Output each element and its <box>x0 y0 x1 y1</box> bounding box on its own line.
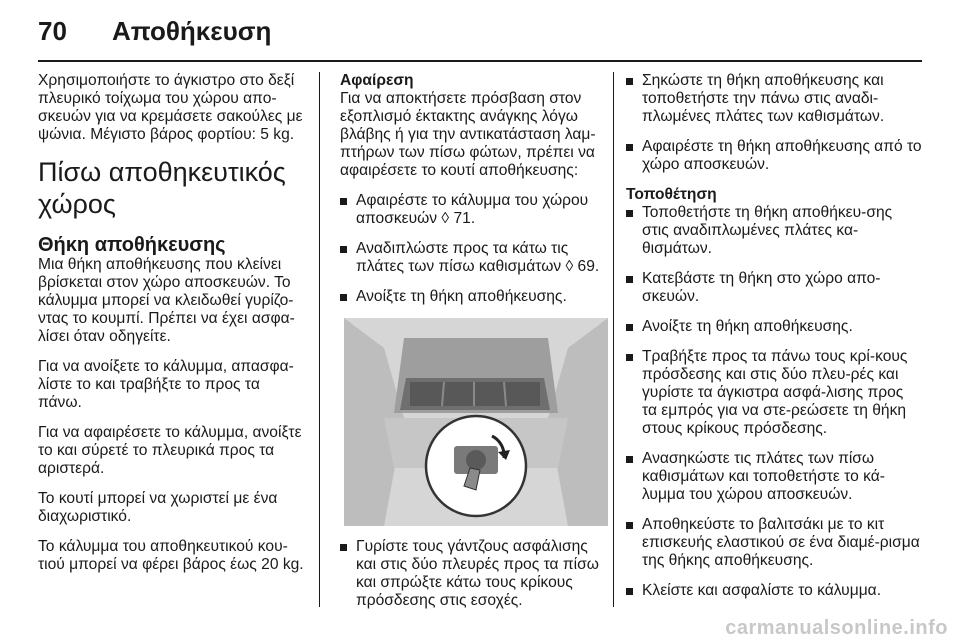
list-item-text: Γυρίστε τους γάντζους ασφάλισης και στις δύο πλευρές προς τα πίσω και σπρώξτε κάτω τους κρίκους πρόσδεσης στις εσοχές. <box>356 538 599 609</box>
section-title: Αποθήκευση <box>112 16 272 46</box>
column-divider-left <box>319 72 320 607</box>
list-item <box>626 450 922 504</box>
bullet-icon <box>626 210 633 217</box>
list-item <box>340 192 604 228</box>
bullet-icon <box>626 588 633 595</box>
list-item-text: Τραβήξτε προς τα πάνω τους κρί-κους πρόσδεσης και στις δύο πλευ-ρές και γυρίστε τα άγκιστρα ασφά-λισης προς τα εμπρός για να στε-ρεώσετε τη θήκη στους κρίκους πρόσδεσης. <box>642 348 908 437</box>
trunk-illustration-svg <box>344 318 608 526</box>
storage-box-heading: Θήκη αποθήκευσης <box>38 234 226 256</box>
bullet-icon <box>626 324 633 331</box>
list-item <box>340 538 604 610</box>
column-1 <box>38 72 306 586</box>
list-item-text: Ανοίξτε τη θήκη αποθήκευσης. <box>642 318 853 335</box>
removal-intro: Για να αποκτήσετε πρόσβαση στον εξοπλισμό έκτακτης ανάγκης λόγω βλάβης ή για την αντικατάσταση λαμ-πτήρων των πίσω φώτων, πρέπει να αφαιρέσετε το κουτί αποθήκευσης: <box>340 90 596 179</box>
removal-heading: Αφαίρεση <box>340 72 414 89</box>
installation-heading: Τοποθέτηση <box>626 186 717 203</box>
list-item-text: Ανασηκώστε τις πλάτες των πίσω καθισμάτων και τοποθετήστε το κά-λυμμα του χώρου αποσκευών. <box>642 450 885 503</box>
list-item <box>340 240 604 276</box>
page-number: 70 <box>38 16 67 46</box>
list-item <box>626 270 922 306</box>
list-item <box>626 72 922 126</box>
header-rule <box>38 60 922 62</box>
watermark: carmanualsonline.info <box>725 617 948 639</box>
bullet-icon <box>340 198 347 205</box>
storage-box-illustration <box>344 318 608 526</box>
list-item-text: Σηκώστε τη θήκη αποθήκευσης και τοποθετήστε την πάνω στις αναδι-πλωμένες πλάτες των καθισμάτων. <box>642 72 885 125</box>
list-item-text: Αναδιπλώστε προς τα κάτω τις πλάτες των πίσω καθισμάτων ◊ 69. <box>356 240 600 275</box>
list-item-text: Ανοίξτε τη θήκη αποθήκευσης. <box>356 288 567 305</box>
list-item <box>626 204 922 258</box>
section-heading: Πίσω αποθηκευτικός χώρος <box>38 157 286 219</box>
column-2 <box>340 72 604 622</box>
paragraph: Για να αφαιρέσετε το κάλυμμα, ανοίξτε το και σύρετέ το πλευρικά προς τα αριστερά. <box>38 424 302 477</box>
list-item-text: Αφαιρέστε το κάλυμμα του χώρου αποσκευών ◊ 71. <box>356 192 589 227</box>
bullet-icon <box>626 522 633 529</box>
paragraph: Μια θήκη αποθήκευσης που κλείνει βρίσκεται στον χώρο αποσκευών. Το κάλυμμα μπορεί να κλειδωθεί γυρίζο-ντας το κουμπί. Πρέπει να έχει ασφα-λίσει όταν οδηγείτε. <box>38 256 295 345</box>
bullet-icon <box>626 78 633 85</box>
bullet-icon <box>340 294 347 301</box>
list-item-text: Τοποθετήστε τη θήκη αποθήκευ-σης στις αναδιπλωμένες πλάτες κα-θισμάτων. <box>642 204 893 257</box>
column-divider-right <box>613 72 614 607</box>
list-item <box>340 288 604 306</box>
bullet-icon <box>626 144 633 151</box>
bullet-icon <box>626 456 633 463</box>
bullet-icon <box>340 544 347 551</box>
paragraph: Το κουτί μπορεί να χωριστεί με ένα διαχωριστικό. <box>38 490 278 525</box>
list-item <box>626 318 922 336</box>
bullet-icon <box>340 246 347 253</box>
list-item <box>626 138 922 174</box>
hook-paragraph: Χρησιμοποιήστε το άγκιστρο στο δεξί πλευρικό τοίχωμα του χώρου απο-σκευών για να κρεμάσετε σακούλες με ψώνια. Μέγιστο βάρος φορτίου: 5 kg. <box>38 72 303 143</box>
list-item <box>626 582 922 600</box>
bullet-icon <box>626 354 633 361</box>
paragraph: Το κάλυμμα του αποθηκευτικού κου-τιού μπορεί να φέρει βάρος έως 20 kg. <box>38 538 304 573</box>
list-item <box>626 516 922 570</box>
list-item-text: Κλείστε και ασφαλίστε το κάλυμμα. <box>642 582 882 599</box>
list-item <box>626 348 922 438</box>
list-item-text: Αποθηκεύστε το βαλιτσάκι με το κιτ επισκευής ελαστικού σε ένα διαμέ-ρισμα της θήκης αποθήκευσης. <box>642 516 920 569</box>
paragraph: Για να ανοίξετε το κάλυμμα, απασφα-λίστε το και τραβήξτε το προς τα πάνω. <box>38 358 294 411</box>
list-item-text: Αφαιρέστε τη θήκη αποθήκευσης από το χώρο αποσκευών. <box>642 138 922 173</box>
page-header <box>38 14 922 52</box>
bullet-icon <box>626 276 633 283</box>
list-item-text: Κατεβάστε τη θήκη στο χώρο απο-σκευών. <box>642 270 881 305</box>
column-3 <box>626 72 922 612</box>
